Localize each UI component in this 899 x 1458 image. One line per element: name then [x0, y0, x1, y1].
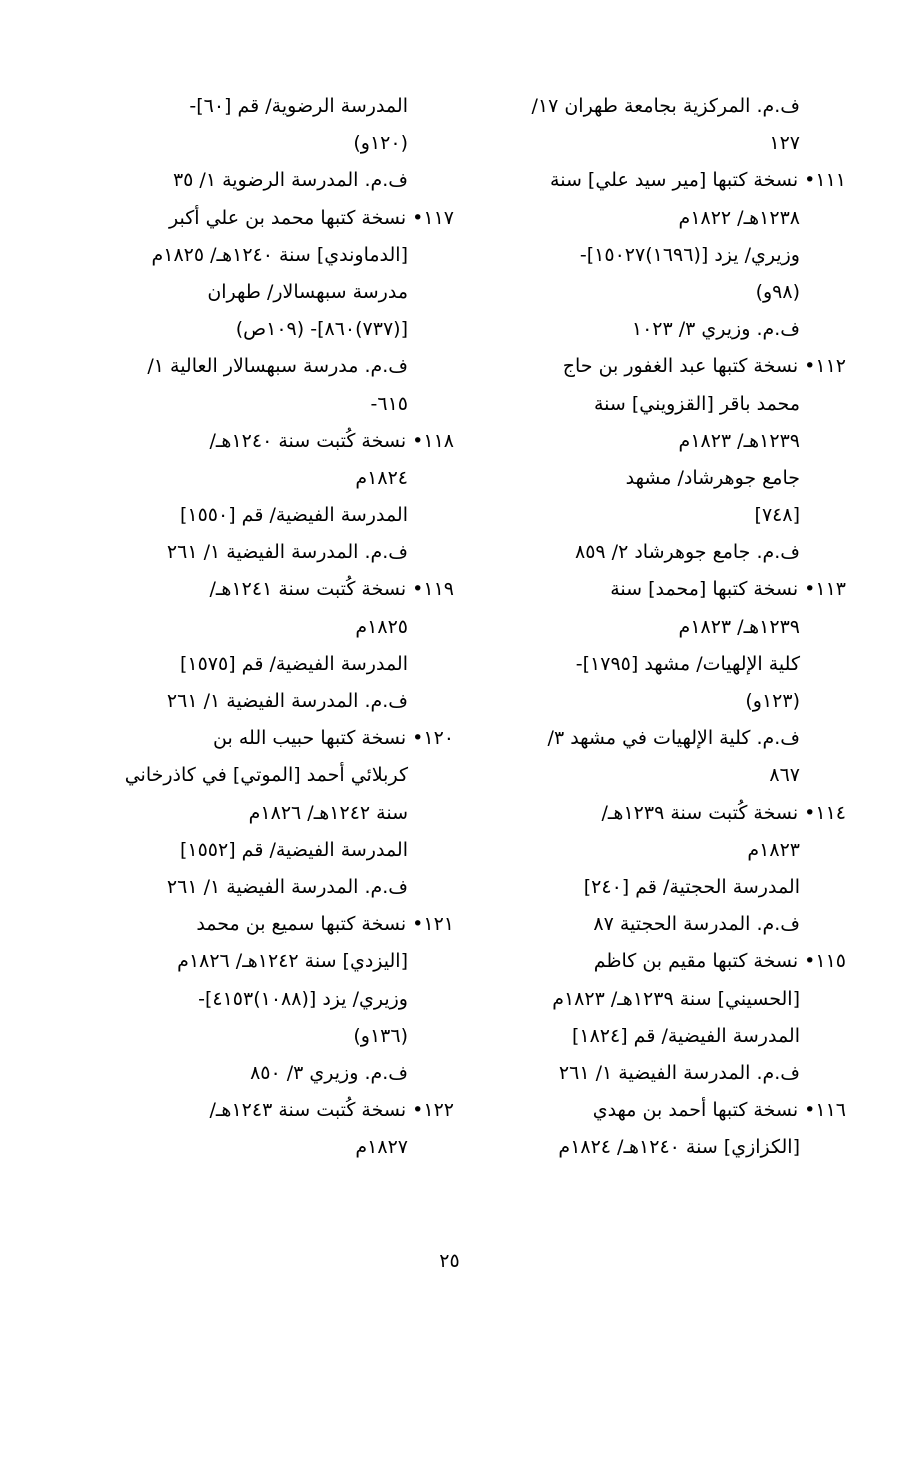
entry-line: ١٢٣٩هـ/ ١٨٢٣م — [678, 615, 800, 638]
entry-line: [الكزازي] سنة ١٢٤٠هـ/ ١٨٢٤م — [558, 1136, 800, 1159]
entry-line: كربلائي أحمد [الموتي] في كاذرخاني — [124, 764, 408, 787]
entry-heading-line: ١٢٠• نسخة كتبها حبيب الله بن — [213, 727, 454, 750]
entry-line: ف.م. وزيري ٣/ ٨٥٠ — [250, 1061, 408, 1084]
entry-line: المدرسة الفيضية/ قم [١٥٧٥] — [179, 652, 408, 675]
entry-heading-line: ١١١• نسخة كتبها [مير سيد علي] سنة — [550, 169, 846, 192]
entry-line: (٩٨و) — [755, 280, 800, 303]
entry-line: (١٢٣و) — [745, 690, 800, 712]
entry-line: ١٢٣٨هـ/ ١٨٢٢م — [678, 206, 800, 229]
entry-line: (١٣٦و) — [353, 1024, 408, 1047]
entry-line: المدرسة الرضوية/ قم [٦٠]- — [189, 95, 408, 117]
entry-line: ٦١٥- — [370, 392, 408, 415]
entry-heading-line: ١١٢• نسخة كتبها عبد الغفور بن حاج — [562, 355, 846, 378]
entry-line: ف.م. المدرسة الفيضية ١/ ٢٦١ — [166, 541, 408, 564]
left-column — [118, 88, 454, 1166]
entry-line: [٧٤٨] — [754, 504, 800, 527]
entry-heading-line: ١١٦• نسخة كتبها أحمد بن مهدي — [592, 1099, 846, 1122]
entry-heading-line: ١١٨• نسخة كُتبت سنة ١٢٤٠هـ/ — [209, 429, 454, 452]
entry-heading-line: ١٢١• نسخة كتبها سميع بن محمد — [196, 913, 454, 936]
entry-line: كلية الإلهيات/ مشهد [١٧٩٥]- — [575, 652, 800, 675]
entry-line: جامع جوهرشاد/ مشهد — [625, 466, 800, 489]
entry-line: ١٢٧ — [769, 132, 800, 155]
entry-line: ف.م. مدرسة سبهسالار العالية ١/ — [147, 355, 408, 378]
entry-heading-line: ١١٣• نسخة كتبها [محمد] سنة — [610, 578, 846, 601]
entry-heading-line: ١١٩• نسخة كُتبت سنة ١٢٤١هـ/ — [209, 578, 454, 601]
entry-line: سنة ١٢٤٢هـ/ ١٨٢٦م — [248, 801, 408, 824]
entry-line: [الحسيني] سنة ١٢٣٩هـ/ ١٨٢٣م — [552, 987, 800, 1010]
entry-heading-line: ١١٧• نسخة كتبها محمد بن علي أكبر — [169, 206, 454, 229]
entry-line: وزيري/ يزد [(١٠٨٨)٤١٥٣]- — [198, 987, 408, 1010]
entry-heading-line: ١١٤• نسخة كُتبت سنة ١٢٣٩هـ/ — [601, 801, 846, 824]
entry-line: ١٨٢٥م — [355, 615, 408, 638]
page-number: ٢٥ — [439, 1250, 460, 1272]
entry-line: (١٢٠و) — [353, 132, 408, 155]
entry-line: ١٢٣٩هـ/ ١٨٢٣م — [678, 429, 800, 452]
entry-line: ف.م. وزيري ٣/ ١٠٢٣ — [631, 318, 800, 341]
entry-line: محمد باقر [القزويني] سنة — [593, 392, 800, 415]
entry-line: ف.م. جامع جوهرشاد ٢/ ٨٥٩ — [574, 541, 800, 564]
entry-heading-line: ١١٥• نسخة كتبها مقيم بن كاظم — [593, 950, 846, 973]
entry-line: ف.م. المدرسة الفيضية ١/ ٢٦١ — [166, 690, 408, 712]
entry-line: ف.م. المدرسة الفيضية ١/ ٢٦١ — [558, 1061, 800, 1084]
entry-heading-line: ١٢٢• نسخة كُتبت سنة ١٢٤٣هـ/ — [209, 1099, 454, 1122]
entry-line: المدرسة الفيضية/ قم [١٨٢٤] — [571, 1024, 800, 1047]
entry-line: وزيري/ يزد [(١٦٩٦)١٥٠٢٧]- — [579, 243, 800, 266]
entry-line: [(٧٣٧)٨٦٠]- (١٠٩ص) — [235, 318, 408, 341]
entry-line: ١٨٢٤م — [355, 466, 408, 489]
entry-line: [اليزدي] سنة ١٢٤٢هـ/ ١٨٢٦م — [177, 950, 408, 973]
entry-line: المدرسة الحجتية/ قم [٢٤٠] — [583, 875, 800, 898]
entry-line: ١٨٢٧م — [355, 1136, 408, 1159]
right-column — [500, 88, 846, 1166]
entry-line: مدرسة سبهسالار/ طهران — [207, 280, 408, 303]
entry-line: ف.م. المدرسة الفيضية ١/ ٢٦١ — [166, 875, 408, 898]
entry-line: ف.م. كلية الإلهيات في مشهد ٣/ — [547, 727, 800, 750]
entry-line: [الدماوندي] سنة ١٢٤٠هـ/ ١٨٢٥م — [151, 243, 408, 266]
entry-line: المدرسة الفيضية/ قم [١٥٥٠] — [179, 504, 408, 527]
entry-line: ٨٦٧ — [769, 764, 800, 787]
entry-line: ف.م. المركزية بجامعة طهران ١٧/ — [531, 95, 800, 117]
entry-line: ف.م. المدرسة الرضوية ١/ ٣٥ — [172, 169, 408, 192]
entry-line: ١٨٢٣م — [747, 838, 800, 861]
entry-line: المدرسة الفيضية/ قم [١٥٥٢] — [179, 838, 408, 861]
entry-line: ف.م. المدرسة الحجتية ٨٧ — [593, 913, 800, 936]
